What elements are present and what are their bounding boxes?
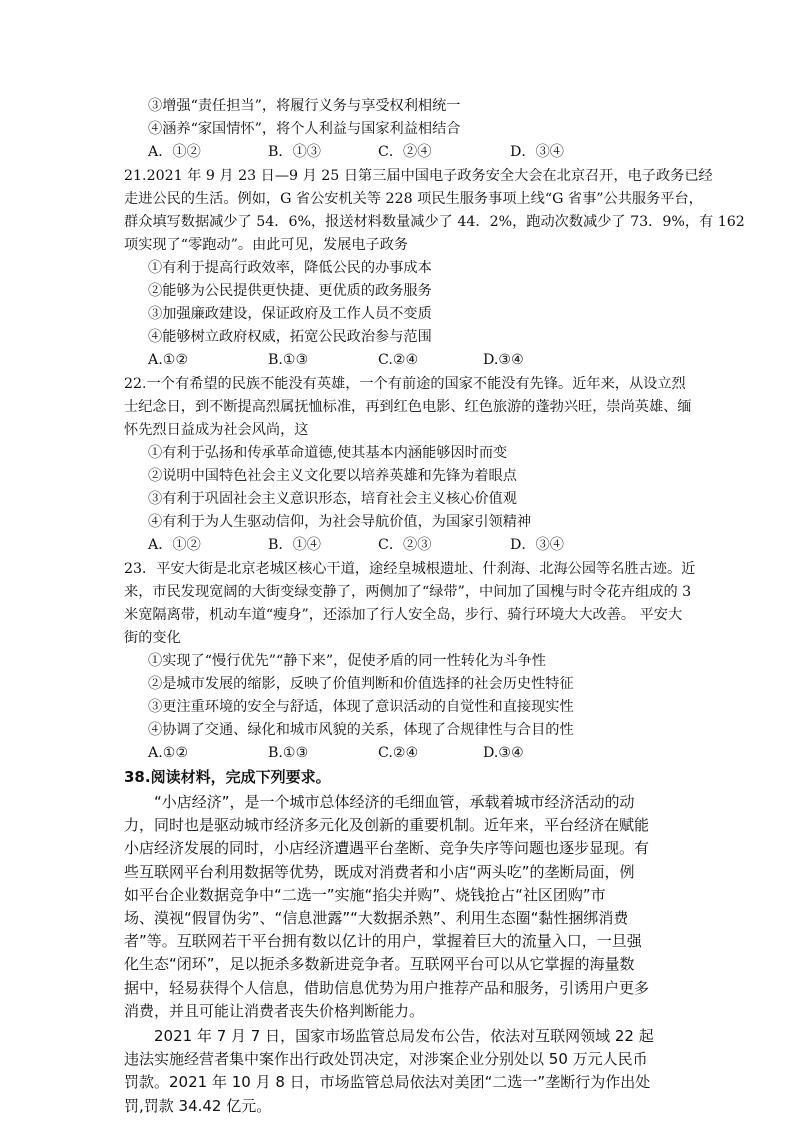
q38-p1-line: 些互联网平台利用数据等优势，既成对消费者和小店“两头吃”的垄断局面，例 — [124, 862, 635, 881]
q22-option-c: C．②③ — [378, 537, 432, 553]
q38-p2-line: 2021 年 7 月 7 日，国家市场监管总局发布公告，依法对互联网领域 22 起 — [124, 1027, 654, 1045]
q23-option-d: D.③④ — [483, 745, 524, 761]
q23-option-c: C.②④ — [378, 745, 419, 761]
q22-option-d: D．③④ — [510, 537, 564, 553]
q21-stem-line-3: 群众填写数据减少了 54．6%，报送材料数量减少了 44．2%，跑动次数减少了 73．9%，有 162 — [124, 214, 745, 230]
q22-item-4: ④有利于为人生驱动信仰，为社会导航价值，为国家引领精神 — [148, 514, 532, 530]
q23-stem-line-3: 米宽隔离带，机动车道“瘦身”，还添加了行人安全岛，步行、骑行环境大大改善。 平安大 — [124, 607, 683, 623]
q23-stem-line-4: 街的变化 — [124, 630, 181, 646]
q38-p1-line: 如平台企业数据竞争中“二选一”实施“掐尖并购”、烧钱抢占“社区团购”市 — [124, 885, 606, 904]
q38-title: 38.阅读材料，完成下列要求。 — [124, 768, 331, 786]
q22-stem-line-3: 怀先烈日益成为社会风尚，这 — [124, 422, 309, 438]
q22-stem-line-1: 22.一个有希望的民族不能没有英雄，一个有前途的国家不能没有先锋。近年来，从设立烈 — [124, 376, 686, 392]
q21-item-2: ②能够为公民提供更快捷、更优质的政务服务 — [148, 283, 432, 299]
q23-item-4: ④协调了交通、绿化和城市风貌的关系，体现了合规律性与合目的性 — [148, 722, 574, 738]
q20-option-d: D．③④ — [510, 144, 564, 160]
q21-item-1: ①有利于提高行政效率，降低公民的办事成本 — [148, 260, 432, 276]
q38-paragraph-2 — [124, 1024, 664, 1117]
q38-p1-line: “小店经济”，是一个城市总体经济的毛细血管，承载着城市经济活动的动 — [124, 793, 635, 811]
q38-p1-line: 化生态“闭环”，足以扼杀多数新进竞争者。互联网平台可以从它掌握的海量数 — [124, 955, 635, 974]
q20-option-b: B．①③ — [268, 144, 321, 160]
q20-option-a: A．①② — [148, 144, 201, 160]
q22-item-3: ③有利于巩固社会主义意识形态，培育社会主义核心价值观 — [148, 491, 517, 507]
q20-item-4: ④涵养“家国情怀”，将个人利益与国家利益相结合 — [148, 121, 461, 137]
q21-stem-line-4: 项实现了“零跑动”。由此可见，发展电子政务 — [124, 237, 409, 253]
q22-option-a: A．①② — [148, 537, 201, 553]
q20-item-3: ③增强“责任担当”，将履行义务与享受权利相统一 — [148, 98, 461, 114]
q38-p1-line: 力，同时也是驱动城市经济多元化及创新的重要机制。近年来，平台经济在赋能 — [124, 816, 650, 835]
q21-stem-line-2: 走进公民的生活。例如，G 省公安机关等 228 项民生服务事项上线“G 省事”公共服务平台， — [124, 191, 703, 207]
q38-p1-line: 消费，并且可能让消费者丧失价格判断能力。 — [124, 1001, 425, 1020]
q22-stem-line-2: 士纪念日，到不断提高烈属抚恤标准，再到红色电影、红色旅游的蓬勃兴旺，崇尚英雄、缅 — [124, 399, 692, 415]
q22-option-b: B．①④ — [268, 537, 321, 553]
q38-p1-line: 据中，轻易获得个人信息，借助信息优势为用户推荐产品和服务，引诱用户更多 — [124, 978, 650, 997]
q21-option-d: D.③④ — [483, 352, 524, 368]
q21-option-c: C.②④ — [378, 352, 419, 368]
q38-p1-line: 场、漠视“假冒伪劣”、“信息泄露”“大数据杀熟”、利用生态圈“黏性捆绑消费 — [124, 908, 629, 927]
q23-stem-line-2: 来，市民发现宽阔的大街变绿变静了，两侧加了“绿带”，中间加了国槐与时令花卉组成的 3 — [124, 584, 692, 600]
q21-stem-line-1: 21.2021 年 9 月 23 日—9 月 25 日第三届中国电子政务安全大会在北京召开，电子政务已经 — [124, 168, 713, 184]
q23-item-3: ③更注重环境的安全与舒适，体现了意识活动的自觉性和直接现实性 — [148, 699, 574, 715]
q23-option-a: A.①② — [148, 745, 189, 761]
q21-option-a: A.①② — [148, 352, 189, 368]
q38-p2-line: 罚款。2021 年 10 月 8 日，市场监管总局依法对美团“二选一”垄断行为作出处 — [124, 1073, 651, 1092]
q23-option-b: B.①③ — [268, 745, 309, 761]
q21-item-3: ③加强廉政建设，保证政府及工作人员不变质 — [148, 306, 432, 322]
q23-stem-line-1: 23．平安大街是北京老城区核心干道，途经皇城根遗址、什刹海、北海公园等名胜古迹。近 — [124, 561, 696, 577]
q22-item-2: ②说明中国特色社会主义文化要以培养英雄和先锋为着眼点 — [148, 468, 517, 484]
q22-item-1: ①有利于弘扬和传承革命道德,使其基本内涵能够因时而变 — [148, 445, 508, 461]
q38-p1-line: 小店经济发展的同时，小店经济遭遇平台垄断、竞争失序等问题也逐步显现。有 — [124, 839, 650, 858]
q38-paragraph-1 — [124, 790, 664, 1022]
q38-p2-line: 罚,罚款 34.42 亿元。 — [124, 1096, 272, 1115]
q21-option-b: B.①③ — [268, 352, 309, 368]
q21-item-4: ④能够树立政府权威，拓宽公民政治参与范围 — [148, 329, 432, 345]
q38-p2-line: 违法实施经营者集中案作出行政处罚决定，对涉案企业分别处以 50 万元人民币 — [124, 1050, 648, 1069]
q23-item-1: ①实现了“慢行优先”“静下来”，促使矛盾的同一性转化为斗争性 — [148, 653, 546, 669]
q38-p1-line: 者”等。互联网若干平台拥有数以亿计的用户，掌握着巨大的流量入口，一旦强 — [124, 932, 642, 951]
q20-option-c: C．②④ — [378, 144, 432, 160]
q23-item-2: ②是城市发展的缩影，反映了价值判断和价值选择的社会历史性特征 — [148, 676, 574, 692]
